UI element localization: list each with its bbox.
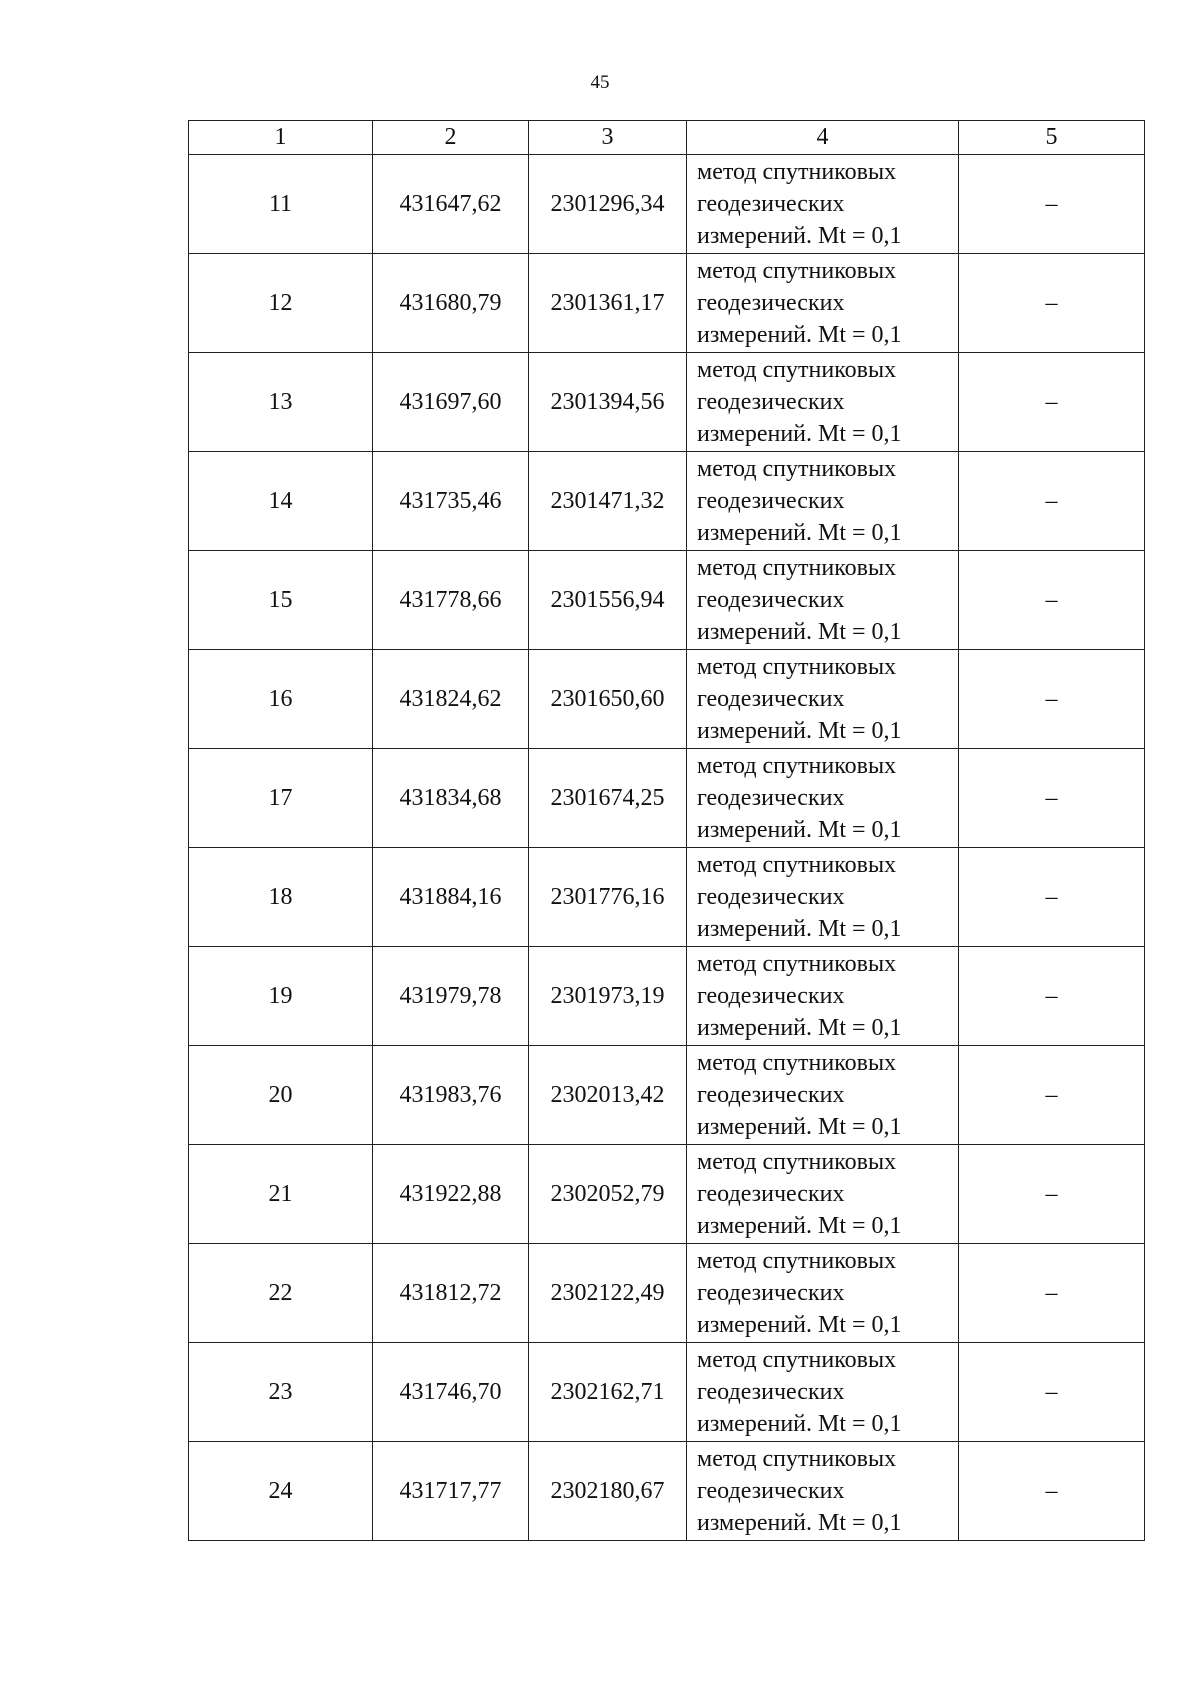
x-coordinate-cell: 431812,72 bbox=[373, 1244, 529, 1343]
table-row bbox=[189, 452, 1145, 551]
table-row bbox=[189, 1145, 1145, 1244]
method-line: метод спутниковых bbox=[697, 1446, 897, 1472]
method-cell bbox=[687, 650, 959, 749]
x-coordinate-cell: 431647,62 bbox=[373, 155, 529, 254]
method-cell bbox=[687, 353, 959, 452]
method-line: метод спутниковых bbox=[697, 1248, 897, 1274]
method-line: метод спутниковых bbox=[697, 555, 897, 581]
y-coordinate-cell: 2302162,71 bbox=[529, 1343, 687, 1442]
method-line: геодезических bbox=[697, 389, 845, 415]
method-cell bbox=[687, 452, 959, 551]
table-row bbox=[189, 1343, 1145, 1442]
method-cell bbox=[687, 254, 959, 353]
note-cell: – bbox=[959, 353, 1145, 452]
method-line: метод спутниковых bbox=[697, 951, 897, 977]
point-number-cell: 16 bbox=[189, 650, 373, 749]
page-number: 45 bbox=[590, 72, 610, 93]
x-coordinate-cell: 431979,78 bbox=[373, 947, 529, 1046]
y-coordinate-cell: 2301650,60 bbox=[529, 650, 687, 749]
method-line: измерений. Mt = 0,1 bbox=[697, 619, 902, 645]
method-line: измерений. Mt = 0,1 bbox=[697, 718, 902, 744]
y-coordinate-cell: 2302180,67 bbox=[529, 1442, 687, 1541]
table-row bbox=[189, 155, 1145, 254]
point-number-cell: 18 bbox=[189, 848, 373, 947]
method-line: геодезических bbox=[697, 884, 845, 910]
table-row bbox=[189, 353, 1145, 452]
point-number-cell: 23 bbox=[189, 1343, 373, 1442]
method-line: измерений. Mt = 0,1 bbox=[697, 1411, 902, 1437]
point-number-cell: 19 bbox=[189, 947, 373, 1046]
point-number-cell: 24 bbox=[189, 1442, 373, 1541]
note-cell: – bbox=[959, 1145, 1145, 1244]
x-coordinate-cell: 431746,70 bbox=[373, 1343, 529, 1442]
point-number-cell: 20 bbox=[189, 1046, 373, 1145]
method-line: метод спутниковых bbox=[697, 456, 897, 482]
method-cell bbox=[687, 947, 959, 1046]
coordinates-table bbox=[188, 120, 1145, 1541]
method-cell bbox=[687, 1442, 959, 1541]
method-line: метод спутниковых bbox=[697, 753, 897, 779]
table-body bbox=[189, 155, 1145, 1541]
method-line: измерений. Mt = 0,1 bbox=[697, 1312, 902, 1338]
y-coordinate-cell: 2302122,49 bbox=[529, 1244, 687, 1343]
y-coordinate-cell: 2301556,94 bbox=[529, 551, 687, 650]
method-line: геодезических bbox=[697, 587, 845, 613]
note-cell: – bbox=[959, 452, 1145, 551]
y-coordinate-cell: 2301776,16 bbox=[529, 848, 687, 947]
method-line: измерений. Mt = 0,1 bbox=[697, 223, 902, 249]
x-coordinate-cell: 431735,46 bbox=[373, 452, 529, 551]
y-coordinate-cell: 2301296,34 bbox=[529, 155, 687, 254]
y-coordinate-cell: 2301973,19 bbox=[529, 947, 687, 1046]
method-line: измерений. Mt = 0,1 bbox=[697, 421, 902, 447]
method-cell bbox=[687, 155, 959, 254]
method-line: измерений. Mt = 0,1 bbox=[697, 322, 902, 348]
note-cell: – bbox=[959, 1244, 1145, 1343]
table-row bbox=[189, 1442, 1145, 1541]
method-line: метод спутниковых bbox=[697, 159, 897, 185]
column-header: 2 bbox=[373, 121, 529, 155]
method-cell bbox=[687, 551, 959, 650]
x-coordinate-cell: 431824,62 bbox=[373, 650, 529, 749]
method-line: измерений. Mt = 0,1 bbox=[697, 1213, 902, 1239]
column-header: 5 bbox=[959, 121, 1145, 155]
point-number-cell: 22 bbox=[189, 1244, 373, 1343]
note-cell: – bbox=[959, 551, 1145, 650]
table-row bbox=[189, 1046, 1145, 1145]
point-number-cell: 14 bbox=[189, 452, 373, 551]
table-row bbox=[189, 947, 1145, 1046]
method-line: метод спутниковых bbox=[697, 654, 897, 680]
y-coordinate-cell: 2302013,42 bbox=[529, 1046, 687, 1145]
table-row bbox=[189, 749, 1145, 848]
note-cell: – bbox=[959, 650, 1145, 749]
table-row bbox=[189, 848, 1145, 947]
x-coordinate-cell: 431884,16 bbox=[373, 848, 529, 947]
x-coordinate-cell: 431983,76 bbox=[373, 1046, 529, 1145]
note-cell: – bbox=[959, 1442, 1145, 1541]
method-line: метод спутниковых bbox=[697, 1347, 897, 1373]
y-coordinate-cell: 2301471,32 bbox=[529, 452, 687, 551]
note-cell: – bbox=[959, 947, 1145, 1046]
method-line: геодезических bbox=[697, 290, 845, 316]
method-line: метод спутниковых bbox=[697, 852, 897, 878]
point-number-cell: 11 bbox=[189, 155, 373, 254]
method-line: геодезических bbox=[697, 686, 845, 712]
y-coordinate-cell: 2301394,56 bbox=[529, 353, 687, 452]
x-coordinate-cell: 431717,77 bbox=[373, 1442, 529, 1541]
method-line: измерений. Mt = 0,1 bbox=[697, 520, 902, 546]
note-cell: – bbox=[959, 1343, 1145, 1442]
column-header: 3 bbox=[529, 121, 687, 155]
method-line: измерений. Mt = 0,1 bbox=[697, 1015, 902, 1041]
method-line: измерений. Mt = 0,1 bbox=[697, 916, 902, 942]
method-line: измерений. Mt = 0,1 bbox=[697, 1114, 902, 1140]
method-line: геодезических bbox=[697, 191, 845, 217]
x-coordinate-cell: 431834,68 bbox=[373, 749, 529, 848]
method-cell bbox=[687, 1145, 959, 1244]
method-cell bbox=[687, 1343, 959, 1442]
method-line: геодезических bbox=[697, 785, 845, 811]
method-line: геодезических bbox=[697, 983, 845, 1009]
y-coordinate-cell: 2301361,17 bbox=[529, 254, 687, 353]
note-cell: – bbox=[959, 155, 1145, 254]
method-cell bbox=[687, 848, 959, 947]
point-number-cell: 21 bbox=[189, 1145, 373, 1244]
method-line: геодезических bbox=[697, 1181, 845, 1207]
method-line: геодезических bbox=[697, 1379, 845, 1405]
table-row bbox=[189, 650, 1145, 749]
x-coordinate-cell: 431697,60 bbox=[373, 353, 529, 452]
y-coordinate-cell: 2302052,79 bbox=[529, 1145, 687, 1244]
x-coordinate-cell: 431680,79 bbox=[373, 254, 529, 353]
point-number-cell: 17 bbox=[189, 749, 373, 848]
method-cell bbox=[687, 749, 959, 848]
method-line: геодезических bbox=[697, 1280, 845, 1306]
column-header: 1 bbox=[189, 121, 373, 155]
x-coordinate-cell: 431778,66 bbox=[373, 551, 529, 650]
method-line: метод спутниковых bbox=[697, 258, 897, 284]
note-cell: – bbox=[959, 1046, 1145, 1145]
method-line: геодезических bbox=[697, 1478, 845, 1504]
point-number-cell: 15 bbox=[189, 551, 373, 650]
table-row bbox=[189, 1244, 1145, 1343]
method-line: метод спутниковых bbox=[697, 357, 897, 383]
method-line: метод спутниковых bbox=[697, 1050, 897, 1076]
table-row bbox=[189, 254, 1145, 353]
method-cell bbox=[687, 1046, 959, 1145]
method-line: геодезических bbox=[697, 488, 845, 514]
method-line: геодезических bbox=[697, 1082, 845, 1108]
x-coordinate-cell: 431922,88 bbox=[373, 1145, 529, 1244]
method-line: измерений. Mt = 0,1 bbox=[697, 1510, 902, 1536]
point-number-cell: 12 bbox=[189, 254, 373, 353]
method-line: метод спутниковых bbox=[697, 1149, 897, 1175]
method-cell bbox=[687, 1244, 959, 1343]
note-cell: – bbox=[959, 254, 1145, 353]
table-row bbox=[189, 551, 1145, 650]
point-number-cell: 13 bbox=[189, 353, 373, 452]
note-cell: – bbox=[959, 848, 1145, 947]
note-cell: – bbox=[959, 749, 1145, 848]
y-coordinate-cell: 2301674,25 bbox=[529, 749, 687, 848]
method-line: измерений. Mt = 0,1 bbox=[697, 817, 902, 843]
column-header: 4 bbox=[687, 121, 959, 155]
table-header-row bbox=[189, 121, 1145, 155]
